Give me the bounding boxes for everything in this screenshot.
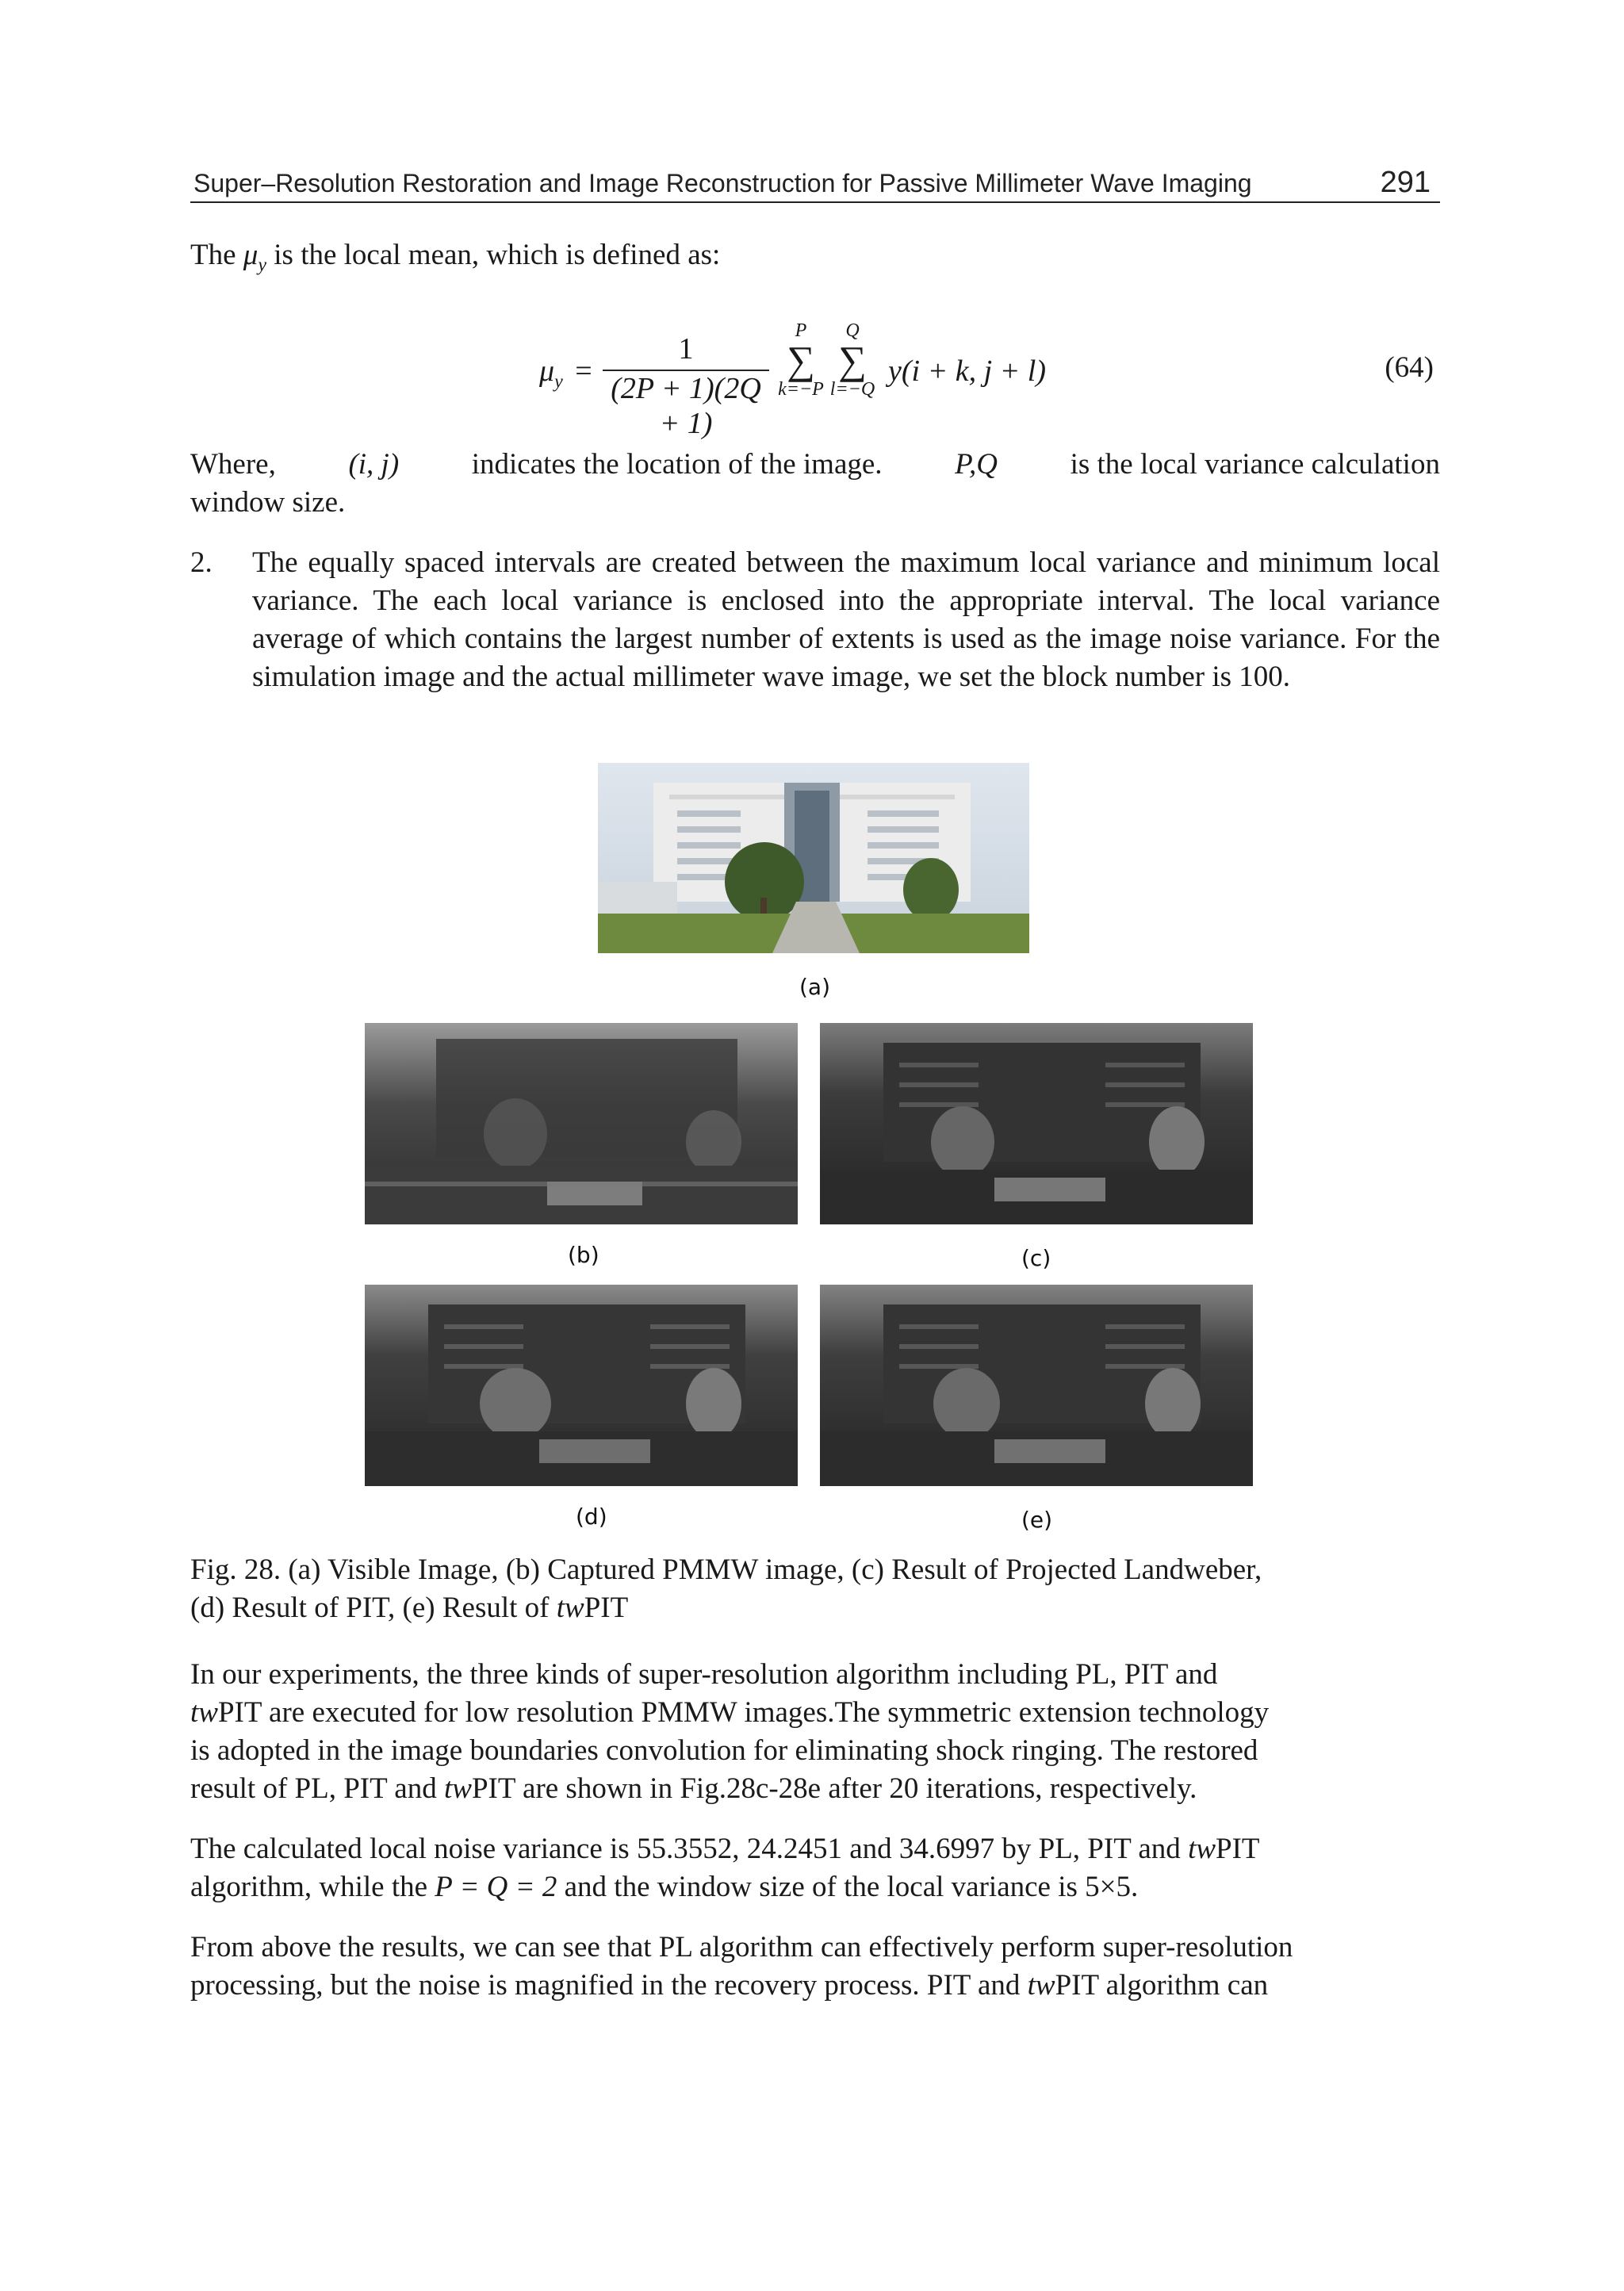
para1-line4: result of PL, PIT and twPIT are shown in Fig.28c-28e after 20 iterations, respectively. <box>190 1772 1197 1805</box>
fraction-numerator: 1 <box>678 332 694 366</box>
pq-symbol: P,Q <box>955 448 998 481</box>
paragraph-experiments <box>190 1656 1440 1808</box>
running-header <box>190 162 1440 203</box>
intro-text-before: The <box>190 239 236 271</box>
sum-k: P ∑ k=−P <box>778 320 824 400</box>
para2-line2: algorithm, while the P = Q = 2 and the window size of the local variance is 5×5. <box>190 1871 1139 1903</box>
figure-e-twpit-result <box>820 1285 1253 1486</box>
figure-b-pmmw-image <box>365 1023 798 1224</box>
figure-a-visible-image <box>598 763 1029 953</box>
para2-line1: The calculated local noise variance is 55.3552, 24.2451 and 34.6997 by PL, PIT and twPIT <box>190 1833 1260 1865</box>
figure-label-a: (a) <box>799 974 831 1000</box>
para1-line3: is adopted in the image boundaries convolution for eliminating shock ringing. The restored <box>190 1734 1258 1767</box>
sum-l: Q ∑ l=−Q <box>829 320 875 400</box>
intro-text-after: is the local mean, which is defined as: <box>274 239 721 271</box>
equation-64 <box>190 320 1440 440</box>
fraction <box>603 331 769 441</box>
where-mid: indicates the location of the image. <box>471 448 883 481</box>
page-number: 291 <box>1380 166 1431 199</box>
ij-symbol: (i, j) <box>348 448 400 481</box>
figure-c-projected-landweber <box>820 1023 1253 1224</box>
para1-line1: In our experiments, the three kinds of super-resolution algorithm including PL, PIT and <box>190 1658 1218 1691</box>
para3-line1: From above the results, we can see that PL algorithm can effectively perform super-resolution <box>190 1931 1293 1963</box>
caption-line-2: (d) Result of PIT, (e) Result of twPIT <box>190 1592 629 1624</box>
where-line2: window size. <box>190 486 346 519</box>
para1-line2: twPIT are executed for low resolution PMMW images.The symmetric extension technology <box>190 1696 1270 1729</box>
figure-label-c: (c) <box>1021 1245 1051 1271</box>
fraction-denominator: (2P + 1)(2Q + 1) <box>611 372 761 440</box>
paragraph-results <box>190 1929 1440 2005</box>
figure-label-b: (b) <box>568 1242 599 1268</box>
intro-line <box>190 236 1440 284</box>
mu-symbol: $\mu_y$ <box>243 239 267 276</box>
equation-lhs: $\mu_y$ = <box>539 354 592 393</box>
para3-line2: processing, but the noise is magnified in the recovery process. PIT and twPIT algorithm can <box>190 1969 1269 2002</box>
equation-number: (64) <box>1385 351 1434 384</box>
figure-d-pit-result <box>365 1285 798 1486</box>
running-title: Super–Resolution Restoration and Image Reconstruction for Passive Millimeter Wave Imaging <box>193 169 1252 197</box>
where-word: Where, <box>190 448 276 481</box>
where-end: is the local variance calculation <box>1070 448 1440 481</box>
figure-label-d: (d) <box>576 1504 607 1530</box>
list-text: The equally spaced intervals are created between the maximum local variance and minimum local variance. The each local variance is enclosed into the appropriate interval. The local variance average of which contains the largest number of extents is used as the image noise variance. For the simulation image and the actual millimeter wave image, we set the block number is 100. <box>252 546 1440 693</box>
paragraph-noise-variance <box>190 1830 1440 1906</box>
summand: y(i + k, j + l) <box>888 354 1046 388</box>
list-item-2 <box>190 544 1440 696</box>
list-number: 2. <box>190 546 213 579</box>
caption-line-1: Fig. 28. (a) Visible Image, (b) Captured PMMW image, (c) Result of Projected Landweber, <box>190 1554 1262 1586</box>
figure-label-e: (e) <box>1021 1507 1053 1533</box>
figure-caption <box>190 1551 1440 1627</box>
where-paragraph <box>190 446 1440 522</box>
